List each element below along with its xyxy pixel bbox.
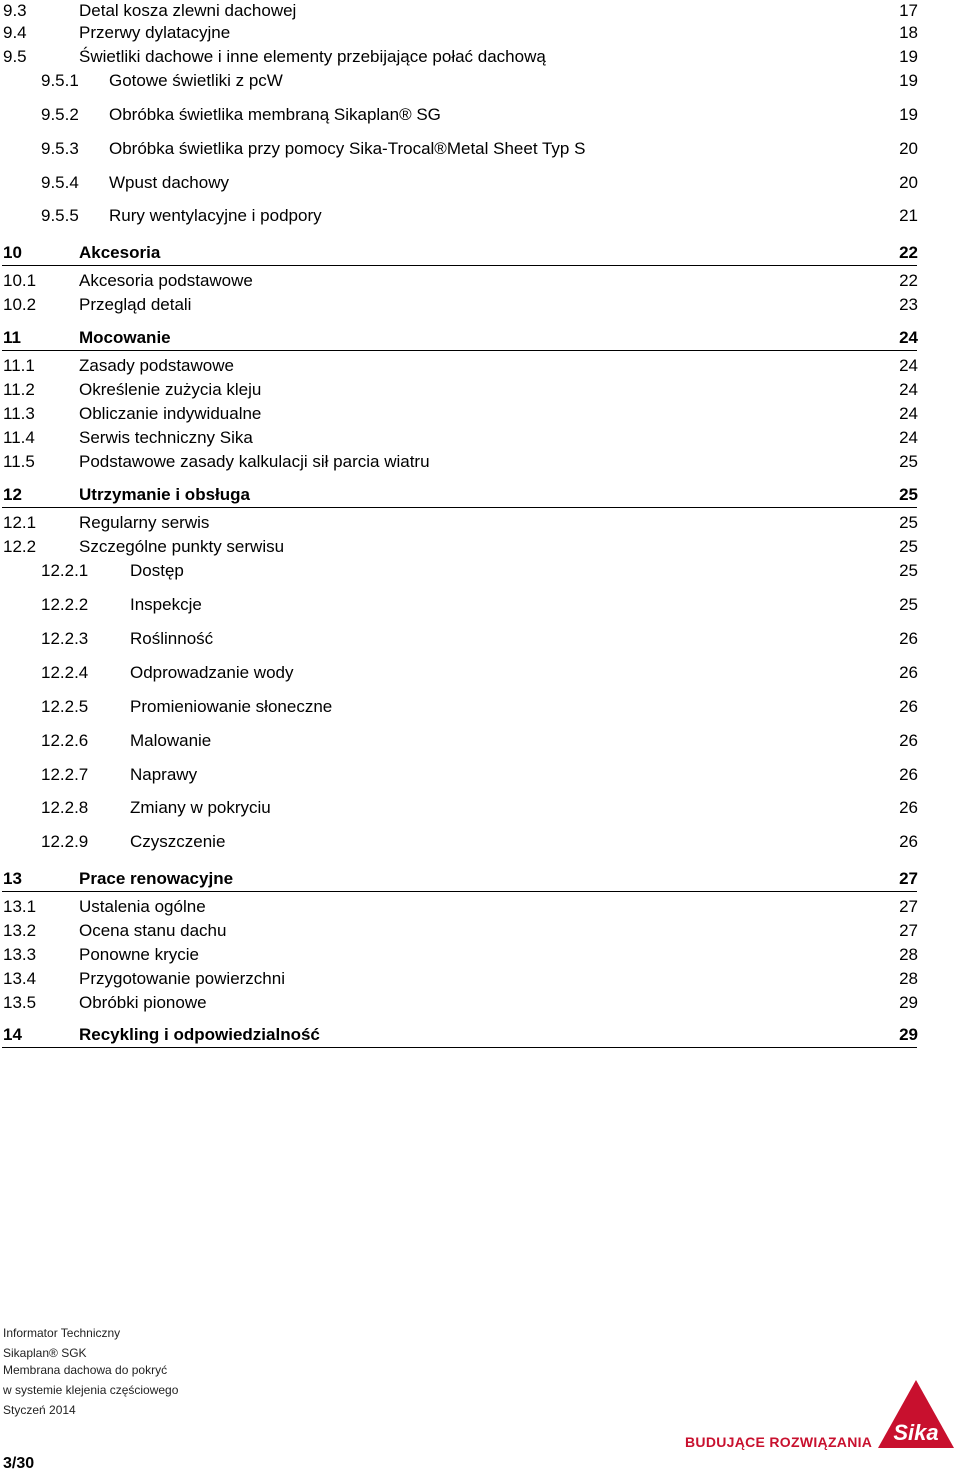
- toc-title: Prace renowacyjne: [79, 869, 234, 888]
- brand-slogan: BUDUJĄCE ROZWIĄZANIA: [685, 1434, 873, 1450]
- toc-entry[interactable]: [0, 451, 960, 473]
- toc-page: 25: [899, 595, 918, 614]
- toc-entry[interactable]: [0, 512, 960, 534]
- toc-entry[interactable]: [0, 594, 960, 616]
- toc-title: Promieniowanie słoneczne: [130, 697, 333, 716]
- toc-entry[interactable]: [0, 831, 960, 853]
- toc-page: 26: [899, 798, 918, 817]
- toc-page: 24: [899, 356, 918, 375]
- toc-page: 27: [899, 921, 918, 940]
- toc-number: 12.2.7: [41, 765, 89, 784]
- toc-entry[interactable]: [0, 944, 960, 966]
- toc-page: 26: [899, 697, 918, 716]
- toc-entry[interactable]: [0, 764, 960, 786]
- toc-page: 26: [899, 629, 918, 648]
- toc-title: Obróbka świetlika membraną Sikaplan® SG: [109, 105, 441, 124]
- toc-title: Roślinność: [130, 629, 214, 648]
- toc-number: 13.5: [3, 993, 37, 1012]
- toc-page: 29: [899, 993, 918, 1012]
- toc-number: 11.2: [3, 380, 35, 399]
- footer-date: Styczeń 2014: [3, 1403, 76, 1417]
- toc-entry[interactable]: [0, 797, 960, 819]
- toc-page: 20: [899, 139, 918, 158]
- toc-page: 26: [899, 765, 918, 784]
- footer-subtitle-1: Membrana dachowa do pokryć: [3, 1363, 168, 1377]
- toc-page: 28: [899, 945, 918, 964]
- toc-page: 24: [899, 428, 918, 447]
- toc-number: 11: [3, 328, 21, 347]
- toc-entry[interactable]: [0, 70, 960, 92]
- toc-entry[interactable]: [0, 22, 960, 44]
- toc-title: Obróbki pionowe: [79, 993, 207, 1012]
- toc-title: Zasady podstawowe: [79, 356, 234, 375]
- toc-title: Przegląd detali: [79, 295, 192, 314]
- toc-entry[interactable]: [0, 968, 960, 990]
- toc-number: 12.2.1: [41, 561, 89, 580]
- toc-number: 12.2.3: [41, 629, 89, 648]
- toc-page: 27: [899, 897, 918, 916]
- toc-title: Rury wentylacyjne i podpory: [109, 206, 322, 225]
- toc-page: 26: [899, 731, 918, 750]
- toc-title: Świetliki dachowe i inne elementy przebijające połać dachową: [79, 47, 546, 66]
- toc-title: Czyszczenie: [130, 832, 226, 851]
- toc-page: 17: [899, 1, 918, 20]
- toc-title: Malowanie: [130, 731, 212, 750]
- toc-title: Mocowanie: [79, 328, 171, 347]
- toc-page: 21: [899, 206, 918, 225]
- toc-title: Podstawowe zasady kalkulacji sił parcia wiatru: [79, 452, 430, 471]
- toc-entry[interactable]: [0, 46, 960, 68]
- toc-entry[interactable]: [0, 270, 960, 292]
- toc-title: Akcesoria podstawowe: [79, 271, 253, 290]
- toc-entry[interactable]: [0, 138, 960, 160]
- toc-page: 29: [899, 1025, 918, 1044]
- toc-number: 13.2: [3, 921, 37, 940]
- svg-text:Sika: Sika: [893, 1420, 939, 1445]
- toc-number: 12.2.6: [41, 731, 89, 750]
- toc-entry[interactable]: [0, 696, 960, 718]
- toc-page: 26: [899, 663, 918, 682]
- toc-number: 9.4: [3, 23, 27, 42]
- toc-chapter[interactable]: [0, 484, 960, 506]
- toc-page: 22: [899, 243, 918, 262]
- toc-entry[interactable]: [0, 294, 960, 316]
- toc-title: Detal kosza zlewni dachowej: [79, 1, 297, 20]
- toc-title: Obliczanie indywidualne: [79, 404, 262, 423]
- toc-title: Obróbka świetlika przy pomocy Sika-Trocal®Metal Sheet Typ S: [109, 139, 586, 158]
- toc-page: 23: [899, 295, 918, 314]
- toc-number: 10.2: [3, 295, 37, 314]
- toc-number: 11.4: [3, 428, 35, 447]
- toc-page: 22: [899, 271, 918, 290]
- toc-page: 25: [899, 561, 918, 580]
- toc-page: 19: [899, 47, 918, 66]
- toc-number: 13.3: [3, 945, 37, 964]
- toc-entry[interactable]: [0, 427, 960, 449]
- toc-number: 11.5: [3, 452, 35, 471]
- toc-page: 28: [899, 969, 918, 988]
- sika-logo: [876, 1378, 956, 1450]
- toc-title: Odprowadzanie wody: [130, 663, 294, 682]
- toc-title: Określenie zużycia kleju: [79, 380, 262, 399]
- toc-number: 11.1: [3, 356, 35, 375]
- toc-page: 26: [899, 832, 918, 851]
- toc-page: 18: [899, 23, 918, 42]
- toc-title: Dostęp: [130, 561, 184, 580]
- footer-product: Sikaplan® SGK: [3, 1346, 87, 1360]
- toc-entry[interactable]: [0, 896, 960, 918]
- toc-entry[interactable]: [0, 628, 960, 650]
- toc-number: 13.1: [3, 897, 37, 916]
- toc-page: 25: [899, 537, 918, 556]
- toc-entry[interactable]: [0, 0, 960, 22]
- toc-title: Wpust dachowy: [109, 173, 229, 192]
- toc-number: 12.2.2: [41, 595, 89, 614]
- toc-number: 10.1: [3, 271, 37, 290]
- toc-title: Zmiany w pokryciu: [130, 798, 271, 817]
- toc-title: Inspekcje: [130, 595, 202, 614]
- toc-number: 14: [3, 1025, 22, 1044]
- toc-entry[interactable]: [0, 355, 960, 377]
- toc-title: Serwis techniczny Sika: [79, 428, 253, 447]
- toc-number: 9.5.5: [41, 206, 79, 225]
- toc-number: 12.1: [3, 513, 37, 532]
- toc-entry[interactable]: [0, 662, 960, 684]
- toc-number: 12.2: [3, 537, 37, 556]
- toc-number: 13: [3, 869, 22, 888]
- toc-title: Utrzymanie i obsługa: [79, 485, 250, 504]
- toc-number: 10: [3, 243, 22, 262]
- toc-chapter[interactable]: [0, 868, 960, 890]
- toc-entry[interactable]: [0, 536, 960, 558]
- page-number: 3/30: [3, 1455, 35, 1472]
- footer-doc-type: Informator Techniczny: [3, 1326, 121, 1340]
- toc-chapter[interactable]: [0, 242, 960, 264]
- toc-number: 9.5.4: [41, 173, 79, 192]
- toc-entry[interactable]: [0, 730, 960, 752]
- toc-page: 24: [899, 380, 918, 399]
- toc-title: Przygotowanie powierzchni: [79, 969, 285, 988]
- toc-number: 9.5.1: [41, 71, 79, 90]
- toc-entry[interactable]: [0, 172, 960, 194]
- toc-title: Naprawy: [130, 765, 198, 784]
- toc-page: 24: [899, 404, 918, 423]
- toc-number: 12: [3, 485, 22, 504]
- toc-title: Ocena stanu dachu: [79, 921, 227, 940]
- toc-entry[interactable]: [0, 920, 960, 942]
- toc-page: 25: [899, 485, 918, 504]
- toc-page: 27: [899, 869, 918, 888]
- toc-title: Akcesoria: [79, 243, 161, 262]
- toc-title: Przerwy dylatacyjne: [79, 23, 231, 42]
- toc-page: 25: [899, 452, 918, 471]
- toc-number: 12.2.8: [41, 798, 89, 817]
- toc-number: 9.5: [3, 47, 27, 66]
- toc-page: 20: [899, 173, 918, 192]
- toc-title: Regularny serwis: [79, 513, 210, 532]
- toc-entry[interactable]: [0, 379, 960, 401]
- toc-chapter[interactable]: [0, 327, 960, 349]
- toc-number: 12.2.9: [41, 832, 89, 851]
- toc-number: 9.5.3: [41, 139, 79, 158]
- toc-number: 9.5.2: [41, 105, 79, 124]
- toc-page: 19: [899, 105, 918, 124]
- toc-entry[interactable]: [0, 205, 960, 227]
- toc-page: 24: [899, 328, 918, 347]
- toc-chapter[interactable]: [0, 1024, 960, 1046]
- footer-subtitle-2: w systemie klejenia częściowego: [3, 1383, 179, 1397]
- toc-title: Ustalenia ogólne: [79, 897, 206, 916]
- toc-title: Szczególne punkty serwisu: [79, 537, 285, 556]
- toc-number: 9.3: [3, 1, 27, 20]
- toc-number: 12.2.5: [41, 697, 89, 716]
- toc-title: Gotowe świetliki z pcW: [109, 71, 283, 90]
- toc-entry[interactable]: [0, 560, 960, 582]
- toc-title: Ponowne krycie: [79, 945, 200, 964]
- toc-number: 13.4: [3, 969, 37, 988]
- toc-number: 11.3: [3, 404, 35, 423]
- toc-number: 12.2.4: [41, 663, 89, 682]
- toc-entry[interactable]: [0, 403, 960, 425]
- toc-page: 25: [899, 513, 918, 532]
- toc-entry[interactable]: [0, 104, 960, 126]
- toc-page: 19: [899, 71, 918, 90]
- toc-entry[interactable]: [0, 992, 960, 1014]
- toc-title: Recykling i odpowiedzialność: [79, 1025, 320, 1044]
